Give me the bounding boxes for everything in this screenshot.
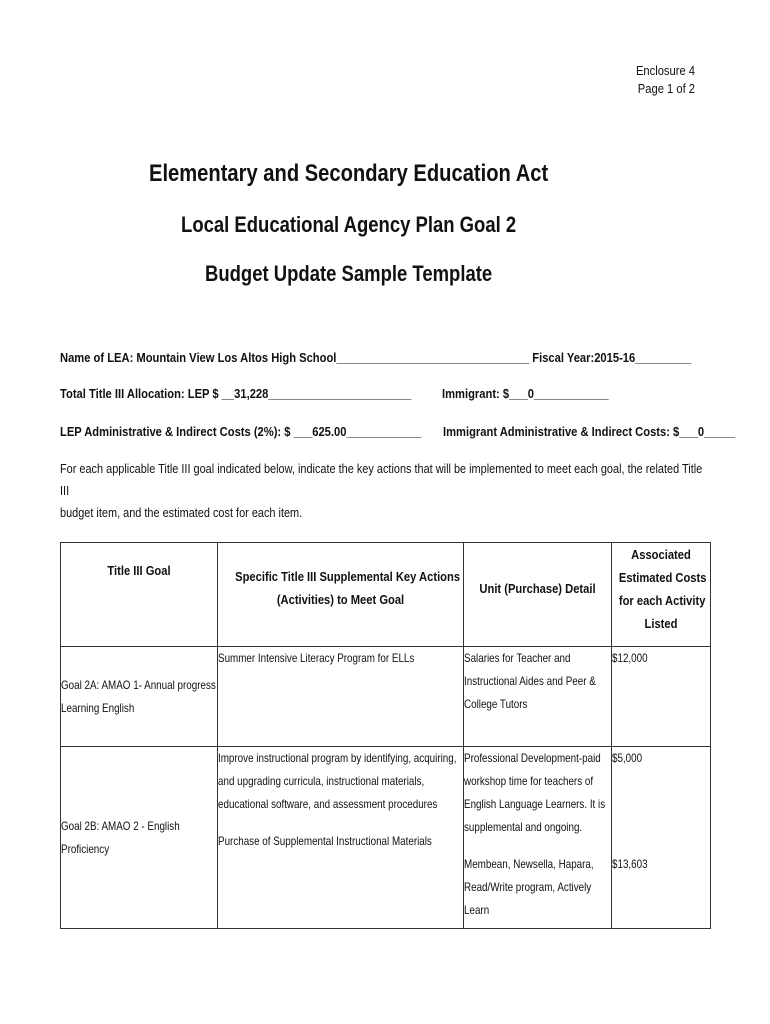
- unit-cell: Professional Development-paid workshop time for teachers of English Language Learners. It is supplemental and ongoing. Membean, Newsella, Hapara, Read/Write program, Actively Learn: [464, 747, 612, 929]
- instructions-line-1: For each applicable Title III goal indicated below, indicate the key actions that will be implemented to meet each goal, the related Title III: [60, 461, 703, 498]
- header-title-iii-goal: Title III Goal: [61, 543, 218, 647]
- header-unit-detail: Unit (Purchase) Detail: [464, 543, 612, 647]
- enclosure-number: Enclosure 4: [635, 63, 695, 78]
- table-header-row: [61, 543, 711, 647]
- lep-admin-costs-field: LEP Administrative & Indirect Costs (2%): $ ___625.00____________: [60, 424, 422, 439]
- cost-cell: $12,000: [612, 647, 711, 747]
- cost-cell: $5,000 $13,603: [612, 747, 711, 929]
- instructions-line-2: budget item, and the estimated cost for each item.: [60, 505, 303, 520]
- table-row: [61, 747, 711, 929]
- immigrant-field: Immigrant: $___0____________: [442, 386, 609, 401]
- immigrant-admin-costs-field: Immigrant Administrative & Indirect Costs: $___0_____: [443, 424, 736, 439]
- page-number: Page 1 of 2: [637, 81, 695, 96]
- document-title: Elementary and Secondary Education Act: [148, 160, 549, 187]
- document-subtitle: Local Educational Agency Plan Goal 2: [181, 212, 517, 237]
- instructions-paragraph: [60, 458, 707, 524]
- goal-cell: Goal 2A: AMAO 1- Annual progress Learning English: [61, 647, 218, 747]
- action-cell: Improve instructional program by identifying, acquiring, and upgrading curricula, instructional materials, educational software, and assessment procedures Purchase of Supplemental Instructional Materials: [218, 747, 464, 929]
- lea-name-field: Name of LEA: Mountain View Los Altos High School_______________________________ Fiscal Year:2015-16_________: [60, 350, 692, 365]
- header-key-actions: Specific Title III Supplemental Key Actions (Activities) to Meet Goal: [218, 543, 464, 647]
- document-subtitle-2: Budget Update Sample Template: [205, 261, 493, 286]
- unit-cell: Salaries for Teacher and Instructional Aides and Peer & College Tutors: [464, 647, 612, 747]
- header-estimated-costs: Associated Estimated Costs for each Activity Listed: [612, 543, 711, 647]
- enclosure-label: [613, 62, 695, 98]
- title-iii-allocation-field: Total Title III Allocation: LEP $ __31,228_______________________: [60, 386, 412, 401]
- table-row: [61, 647, 711, 747]
- goal-cell: Goal 2B: AMAO 2 - English Proficiency: [61, 747, 218, 929]
- action-cell: Summer Intensive Literacy Program for ELLs: [218, 647, 464, 747]
- budget-table: [60, 542, 711, 929]
